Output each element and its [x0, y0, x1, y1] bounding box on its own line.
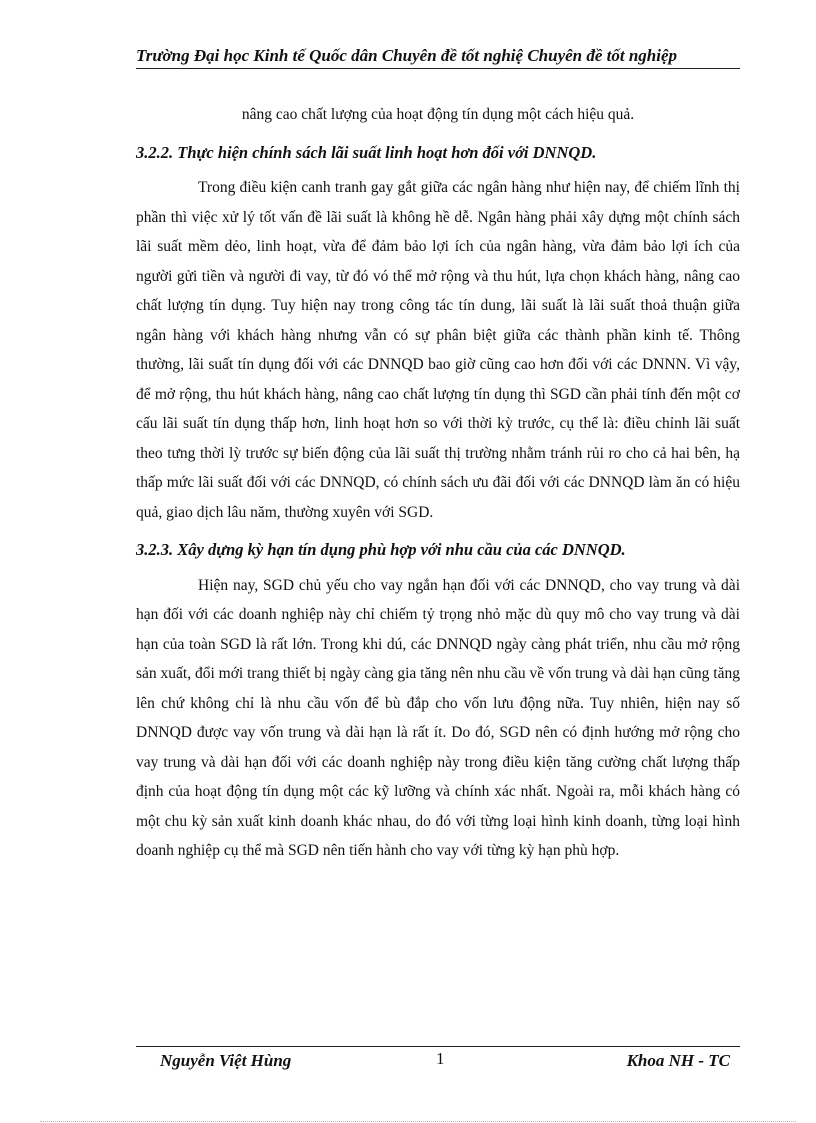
page-number: 1 [436, 1049, 445, 1068]
page-header: Trường Đại học Kinh tế Quốc dân Chuyên đề tốt nghiệ Chuyên đề tốt nghiệp [136, 46, 740, 69]
footer-divider [136, 1046, 740, 1047]
section-paragraph-3-2-2: Trong điều kiện canh tranh gay gắt giữa các ngân hàng như hiện nay, để chiếm lĩnh thị phần thì việc xử lý tốt vấn đề lãi suất là không hề dễ. Ngân hàng phải xây dựng một chính sách lãi suất mềm dẻo, linh hoạt, vừa để đảm bảo lợi ích của ngân hàng, vừa đảm bảo lợi ích của người gửi tiền và người đi vay, từ đó vó thể mở rộng và thu hút, lựa chọn khách hàng, nâng cao chất lượng tín dụng. Tuy hiện nay trong công tác tín dung, lãi suất là lãi suất thoả thuận giữa ngân hàng với khách hàng nhưng vẫn có sự phân biệt giữa các thành phần kinh tế. Thông thường, lãi suất tín dụng đối với các DNNQD bao giờ cũng cao hơn đối với các DNNN. Vì vậy, để mở rộng, thu hút khách hàng, nâng cao chất lượng tín dụng thì SGD cần phải tính đến một cơ cấu lãi suất tín dụng thấp hơn, linh hoạt hơn so với thời kỳ trước, cụ thể là: điều chỉnh lãi suất theo tưng thời lỳ trước sự biến động của lãi suất thị trường nhằm tránh rủi ro cho cả hai bên, hạ thấp mức lãi suất đối với các DNNQD, có chính sách ưu đãi đối với các DNNQD làm ăn có hiệu quả, giao dịch lâu năm, thường xuyên với SGD. [136, 179, 740, 521]
section-paragraph-3-2-3: Hiện nay, SGD chủ yếu cho vay ngắn hạn đối với các DNNQD, cho vay trung và dài hạn đối với các doanh nghiệp này chỉ chiếm tỷ trọng nhỏ mặc dù quy mô cho vay trung và dài hạn của toàn SGD là rất lớn. Trong khi dú, các DNNQD ngày càng phát triển, nhu cầu mở rộng sản xuất, đổi mới trang thiết bị ngày càng gia tăng nên nhu cầu về vốn trung và dài hạn cũng tăng lên chứ không chỉ là nhu cầu vốn để bù đắp cho vốn lưu động nữa. Tuy nhiên, hiện nay số DNNQD được vay vốn trung và dài hạn là rất ít. Do đó, SGD nên có định hướng mở rộng cho vay trung và dài hạn đối với các doanh nghiệp này trong điều kiện tăng cường chất lượng thấp định của hoạt động tín dụng một các kỹ lưỡng và chính xác nhất. Ngoài ra, mỗi khách hàng có một chu kỳ sản xuất kinh doanh khác nhau, do đó với từng loại hình kinh doanh, từng loại hình doanh nghiệp cụ thể mà SGD nên tiến hành cho vay với từng kỳ hạn phù hợp. [136, 576, 740, 859]
continuation-text: nâng cao chất lượng của hoạt động tín dụng một cách hiệu quả. [241, 106, 635, 123]
page-bottom-border [40, 1121, 796, 1122]
document-body [136, 100, 740, 866]
section-heading-3-2-2: 3.2.2. Thực hiện chính sách lãi suất linh hoạt hơn đối với DNNQD. [136, 142, 597, 162]
footer-author: Nguyễn Việt Hùng [160, 1051, 292, 1070]
section-heading-3-2-3: 3.2.3. Xây dựng kỳ hạn tín dụng phù hợp với nhu cầu của các DNNQD. [136, 540, 626, 559]
footer-department: Khoa NH - TC [626, 1051, 730, 1070]
